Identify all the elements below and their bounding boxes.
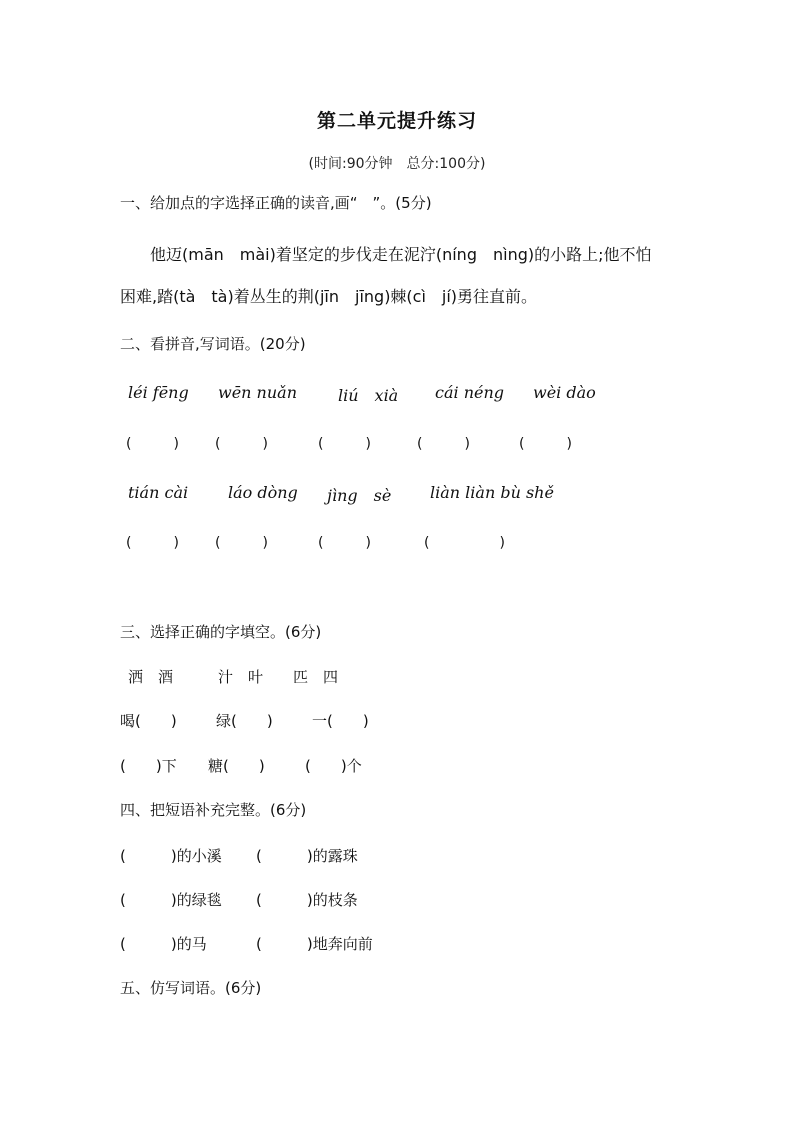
section-1-line-1: 他迈(mān mài)着坚定的步伐走在泥泞(níng nìng)的小路上;他不怕 xyxy=(150,245,652,264)
phrase-blank[interactable]: ( )的露珠 xyxy=(256,847,358,865)
answer-blank-long[interactable]: ( ) xyxy=(424,535,512,551)
answer-blank[interactable]: ( ) xyxy=(318,535,371,551)
answer-blank[interactable]: ( ) xyxy=(215,535,268,551)
section-4-header: 四、把短语补充完整。(6分) xyxy=(120,801,307,819)
character-choices: 洒 酒 汁 叶 匹 四 xyxy=(128,668,339,686)
pinyin-item: liàn liàn bù shě xyxy=(430,483,554,502)
fill-blank-item[interactable]: 糖( ) xyxy=(208,757,265,775)
fill-blank-item[interactable]: 喝( ) xyxy=(120,712,177,730)
section-3-header: 三、选择正确的字填空。(6分) xyxy=(120,623,322,641)
pinyin-item: láo dòng xyxy=(228,483,298,502)
fill-blank-item[interactable]: ( )个 xyxy=(305,757,362,775)
section-5-header: 五、仿写词语。(6分) xyxy=(120,979,262,997)
page-subtitle: (时间:90分钟 总分:100分) xyxy=(308,156,486,172)
fill-blank-item[interactable]: 一( ) xyxy=(312,712,369,730)
answer-blank[interactable]: ( ) xyxy=(417,436,470,452)
answer-blank[interactable]: ( ) xyxy=(126,535,179,551)
pinyin-item: cái néng xyxy=(435,383,505,402)
fill-blank-item[interactable]: ( )下 xyxy=(120,757,177,775)
phrase-blank[interactable]: ( )地奔向前 xyxy=(256,935,373,953)
pinyin-item: liú xià xyxy=(338,386,399,405)
phrase-blank[interactable]: ( )的马 xyxy=(120,935,207,953)
pinyin-item: wēn nuǎn xyxy=(218,383,298,402)
answer-blank[interactable]: ( ) xyxy=(519,436,572,452)
section-1-line-2: 困难,踏(tà tà)着丛生的荆(jīn jīng)棘(cì jí)勇往直前。 xyxy=(120,287,538,306)
answer-blank[interactable]: ( ) xyxy=(318,436,371,452)
pinyin-item: jìng sè xyxy=(327,486,392,505)
phrase-blank[interactable]: ( )的绿毯 xyxy=(120,891,222,909)
pinyin-item: léi fēng xyxy=(128,383,189,402)
section-1-header: 一、给加点的字选择正确的读音,画“ ”。(5分) xyxy=(120,194,432,212)
answer-blank[interactable]: ( ) xyxy=(215,436,268,452)
fill-blank-item[interactable]: 绿( ) xyxy=(216,712,273,730)
pinyin-item: wèi dào xyxy=(533,383,596,402)
answer-blank[interactable]: ( ) xyxy=(126,436,179,452)
pinyin-item: tián cài xyxy=(128,483,189,502)
page-title: 第二单元提升练习 xyxy=(316,110,477,132)
phrase-blank[interactable]: ( )的小溪 xyxy=(120,847,222,865)
section-2-header: 二、看拼音,写词语。(20分) xyxy=(120,335,306,353)
phrase-blank[interactable]: ( )的枝条 xyxy=(256,891,358,909)
